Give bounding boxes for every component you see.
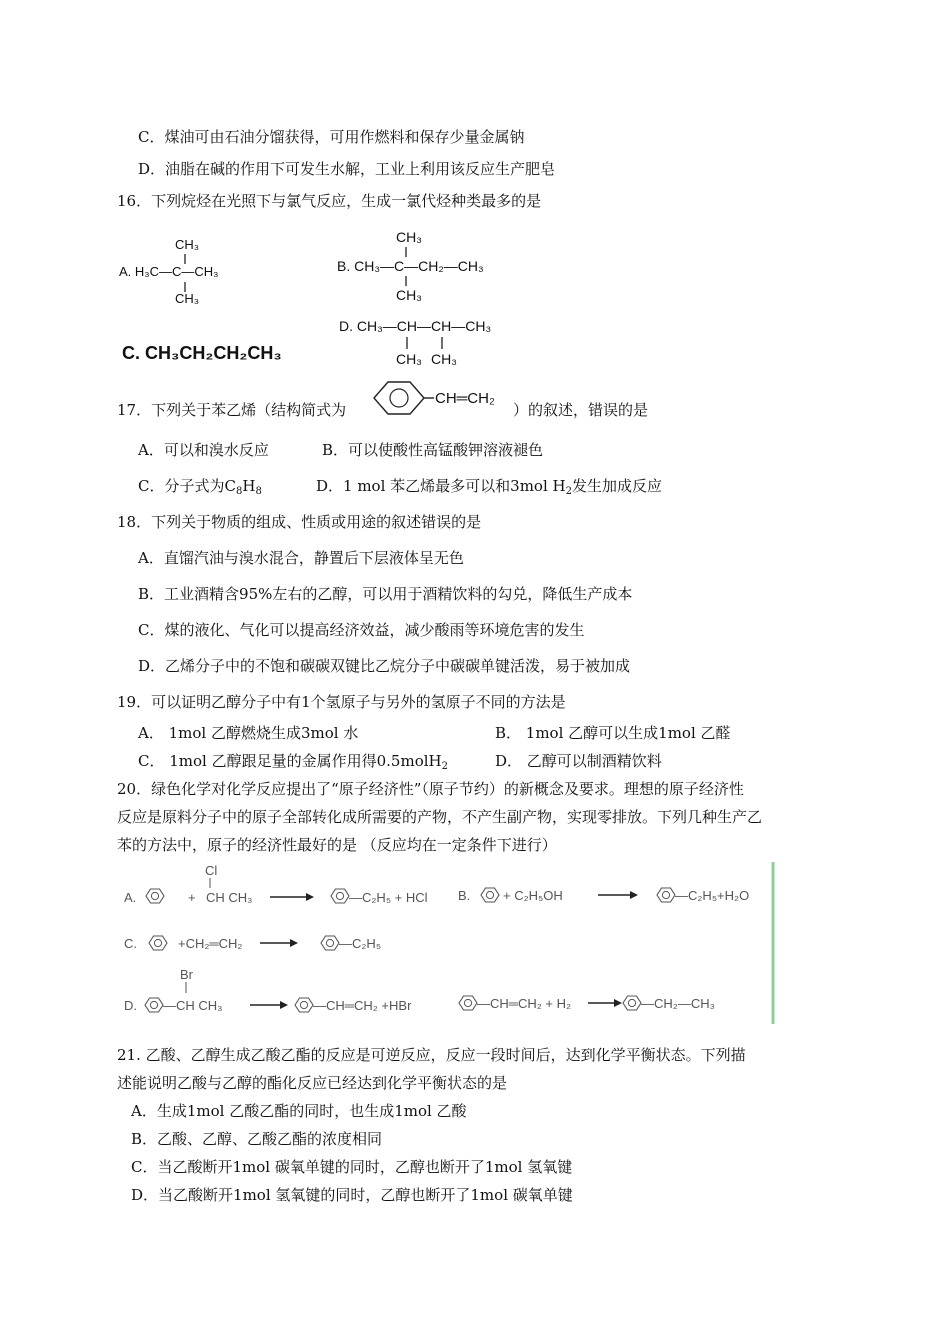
q21-stem-line1: 21. 乙酸、乙醇生成乙酸乙酯的反应是可逆反应，反应一段时间后，达到化学平衡状态。下列描: [117, 1046, 746, 1064]
arrow-icon: [588, 999, 622, 1007]
q17-option-b: B．可以使酸性高锰酸钾溶液褪色: [322, 441, 544, 459]
q20-stem-line2: 反应是原料分子中的原子全部转化成所需要的产物，不产生副产物，实现零排放。下列几种生产乙: [117, 808, 763, 826]
q16-a-main-chain: A. H₃C—C—CH₃: [119, 264, 219, 279]
q19-stem: 19．可以证明乙醇分子中有1个氢原子与另外的氢原子不同的方法是: [117, 693, 566, 711]
reaction-d-label: D.: [124, 998, 137, 1013]
q18-option-b: B．工业酒精含95%左右的乙醇，可以用于酒精饮料的勾兑，降低生产成本: [138, 585, 633, 603]
reaction-b-label: B.: [458, 888, 471, 903]
benzene-icon: [149, 936, 167, 950]
q19-option-c: C． 1mol 乙醇跟足量的金属作用得0.5molH$_2$: [138, 752, 448, 772]
reaction-a-reagent: CH CH₃: [206, 890, 253, 905]
q20-stem-line3: 苯的方法中，原子的经济性最好的是 （反应均在一定条件下进行）: [117, 836, 557, 854]
benzene-icon: [657, 888, 675, 902]
q19-option-b: B． 1mol 乙醇可以生成1mol 乙醛: [495, 724, 731, 742]
reaction-d-reagent: —CH CH₃: [163, 998, 223, 1013]
benzene-icon: [459, 996, 477, 1010]
q17-stem-end: ）的叙述，错误的是: [513, 401, 649, 419]
benzene-icon: [145, 998, 163, 1012]
benzene-icon: [623, 996, 641, 1010]
benzene-icon: [331, 889, 349, 903]
q18-option-d: D．乙烯分子中的不饱和碳碳双键比乙烷分子中碳碳单键活泼，易于被加成: [138, 657, 631, 675]
reaction-b-product: —C₂H₅+H₂O: [675, 888, 750, 903]
q15-option-c: C．煤油可由石油分馏获得，可用作燃料和保存少量金属钠: [138, 128, 525, 146]
q18-option-c: C．煤的液化、气化可以提高经济效益，减少酸雨等环境危害的发生: [138, 621, 585, 639]
benzene-ring-icon: [374, 382, 424, 414]
q21-option-b: B．乙酸、乙醇、乙酸乙酯的浓度相同: [131, 1130, 383, 1148]
q16-a-top-methyl: CH₃: [175, 237, 200, 252]
q21-stem-line2: 述能说明乙酸与乙醇的酯化反应已经达到化学平衡状态的是: [117, 1074, 508, 1092]
reaction-c-product: —C₂H₅: [339, 936, 382, 951]
q16-c-formula: C. CH₃CH₂CH₂CH₃: [122, 343, 282, 363]
q16-a-bottom-methyl: CH₃: [175, 291, 200, 306]
styrene-vinyl-group: CH═CH₂: [435, 390, 495, 407]
q15-option-d: D．油脂在碱的作用下可发生水解，工业上利用该反应生产肥皂: [138, 160, 556, 178]
arrow-icon: [250, 1001, 288, 1009]
benzene-icon: [481, 888, 499, 902]
reaction-d-product: —CH═CH₂ +HBr: [313, 998, 412, 1013]
q16-b-main-chain: B. CH₃—C—CH₂—CH₃: [337, 258, 484, 274]
q20-stem-line1: 20．绿色化学对化学反应提出了“原子经济性”（原子节约）的新概念及要求。理想的原子经济性: [117, 780, 744, 798]
arrow-icon: [260, 939, 298, 947]
q17-option-c: C．分子式为$C_8H_8$: [138, 477, 262, 497]
q16-d-main-chain: D. CH₃—CH—CH—CH₃: [339, 318, 492, 334]
q17-stem-start: 17．下列关于苯乙烯（结构简式为: [117, 401, 347, 419]
q16-option-c-structure: [120, 338, 320, 368]
q21-option-c: C．当乙酸断开1mol 碳氧单键的同时，乙醇也断开了1mol 氢氧键: [131, 1158, 573, 1176]
q17-option-a: A．可以和溴水反应: [138, 441, 269, 459]
q16-b-top-methyl: CH₃: [396, 229, 422, 245]
styrene-structure: [366, 376, 516, 420]
q20-reaction-options: [118, 858, 780, 1028]
q16-b-bottom-methyl: CH₃: [396, 287, 422, 303]
q16-stem: 16．下列烷烃在光照下与氯气反应，生成一氯代烃种类最多的是: [117, 192, 542, 210]
reaction-a-label: A.: [124, 890, 137, 905]
arrow-icon: [598, 891, 638, 899]
q18-stem: 18．下列关于物质的组成、性质或用途的叙述错误的是: [117, 513, 482, 531]
benzene-icon: [146, 889, 164, 903]
reaction-c-reagent: +CH₂═CH₂: [178, 936, 243, 951]
q16-d-methyl-2: CH₃: [431, 351, 457, 367]
reaction-b-reagent: + C₂H₅OH: [503, 888, 563, 903]
q21-option-d: D．当乙酸断开1mol 氢氧键的同时，乙醇也断开了1mol 碳氧单键: [131, 1186, 573, 1204]
q16-option-a-structure: [115, 232, 245, 312]
reaction-d2-product: —CH₂—CH₃: [641, 996, 715, 1011]
reaction-a-chlorine: Cl: [205, 863, 218, 878]
q19-option-d: D． 乙醇可以制酒精饮料: [495, 752, 662, 770]
benzene-icon: [295, 998, 313, 1012]
benzene-icon: [321, 936, 339, 950]
q19-option-a: A． 1mol 乙醇燃烧生成3mol 水: [138, 724, 359, 742]
q18-option-a: A．直馏汽油与溴水混合，静置后下层液体呈无色: [138, 549, 464, 567]
q16-d-methyl-1: CH₃: [396, 351, 422, 367]
q21-option-a: A．生成1mol 乙酸乙酯的同时，也生成1mol 乙酸: [131, 1102, 467, 1120]
reaction-d-bromine: Br: [180, 967, 193, 982]
q17-option-d: D．1 mol 苯乙烯最多可以和3mol $H_2$发生加成反应: [316, 477, 662, 497]
arrow-icon: [270, 893, 314, 901]
q16-option-b-structure: [335, 226, 515, 308]
reaction-a-plus: +: [188, 890, 196, 905]
reaction-a-product: —C₂H₅ + HCl: [349, 890, 428, 905]
reaction-c-label: C.: [124, 936, 137, 951]
reaction-d2-reagent: —CH═CH₂ + H₂: [477, 996, 572, 1011]
q16-option-d-structure: [337, 314, 517, 372]
